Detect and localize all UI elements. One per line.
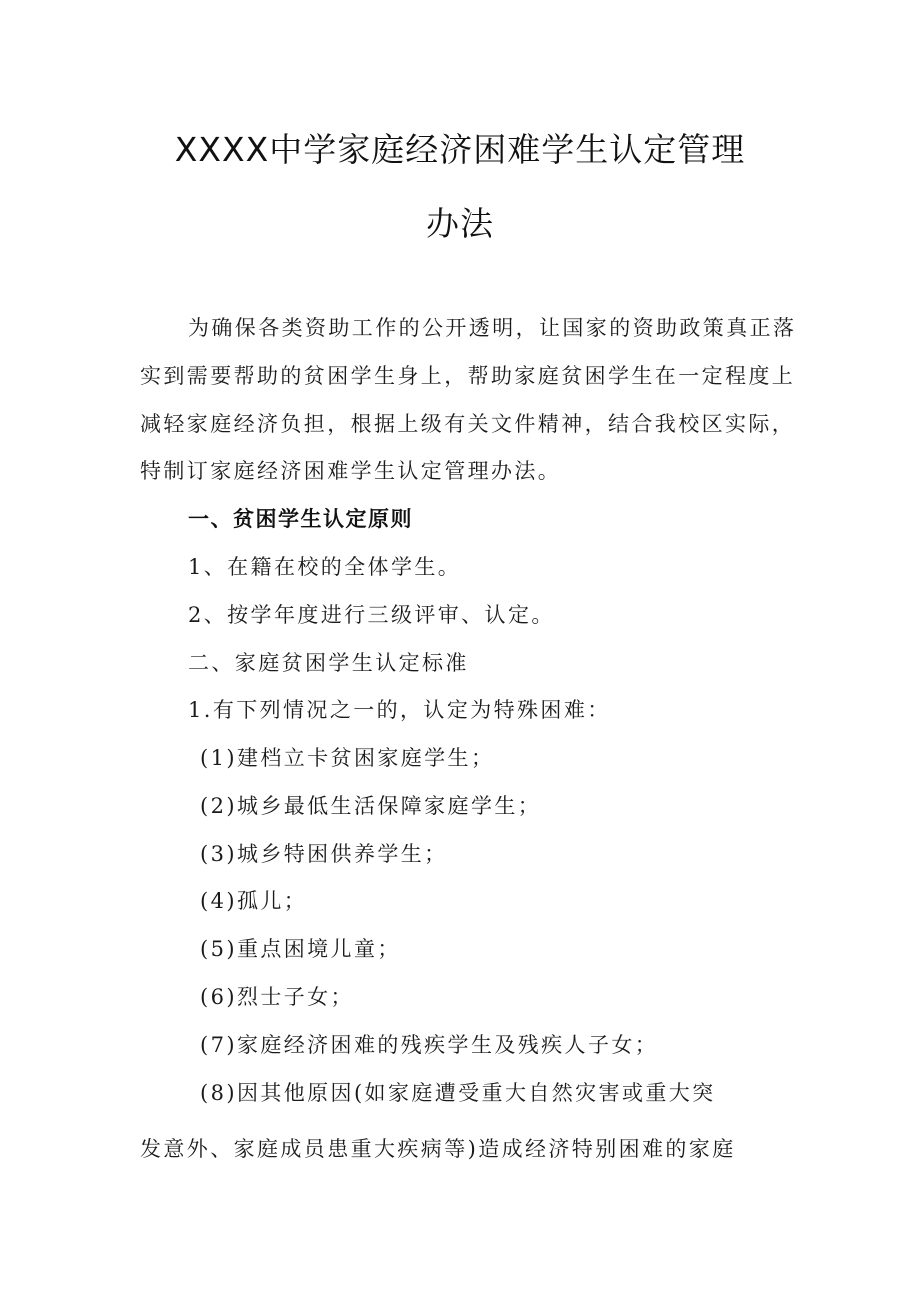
intro-line-1: 为确保各类资助工作的公开透明，让国家的资助政策真正落 <box>188 316 797 340</box>
document-title-line-1: XXXX中学家庭经济困难学生认定管理 <box>174 130 746 169</box>
special-case-8-continuation: 发意外、家庭成员患重大疾病等)造成经济特别困难的家庭 <box>140 1137 736 1161</box>
special-case-4: (4)孤儿； <box>200 889 308 913</box>
section-1-item-1: 1、在籍在校的全体学生。 <box>188 555 462 579</box>
intro-line-2: 实到需要帮助的贫困学生身上，帮助家庭贫困学生在一定程度上 <box>140 364 796 388</box>
section-1-heading: 一、贫困学生认定原则 <box>188 507 413 531</box>
intro-line-3: 减轻家庭经济负担，根据上级有关文件精神，结合我校区实际， <box>140 412 796 436</box>
special-case-6: (6)烈士子女； <box>200 985 354 1009</box>
special-case-8: (8)因其他原因(如家庭遭受重大自然灾害或重大突 <box>200 1081 716 1105</box>
special-case-2: (2)城乡最低生活保障家庭学生； <box>200 794 542 818</box>
special-case-7: (7)家庭经济困难的残疾学生及残疾人子女； <box>200 1033 659 1057</box>
special-case-3: (3)城乡特困供养学生； <box>200 842 448 866</box>
document-title-line-2: 办法 <box>426 204 494 243</box>
section-2-subheading: 1.有下列情况之一的，认定为特殊困难： <box>188 698 611 722</box>
section-2-heading: 二、家庭贫困学生认定标准 <box>188 651 469 675</box>
intro-line-4: 特制订家庭经济困难学生认定管理办法。 <box>140 459 562 483</box>
section-1-item-2: 2、按学年度进行三级评审、认定。 <box>188 603 555 627</box>
special-case-1: (1)建档立卡贫困家庭学生； <box>200 746 495 770</box>
special-case-5: (5)重点困境儿童； <box>200 937 401 961</box>
